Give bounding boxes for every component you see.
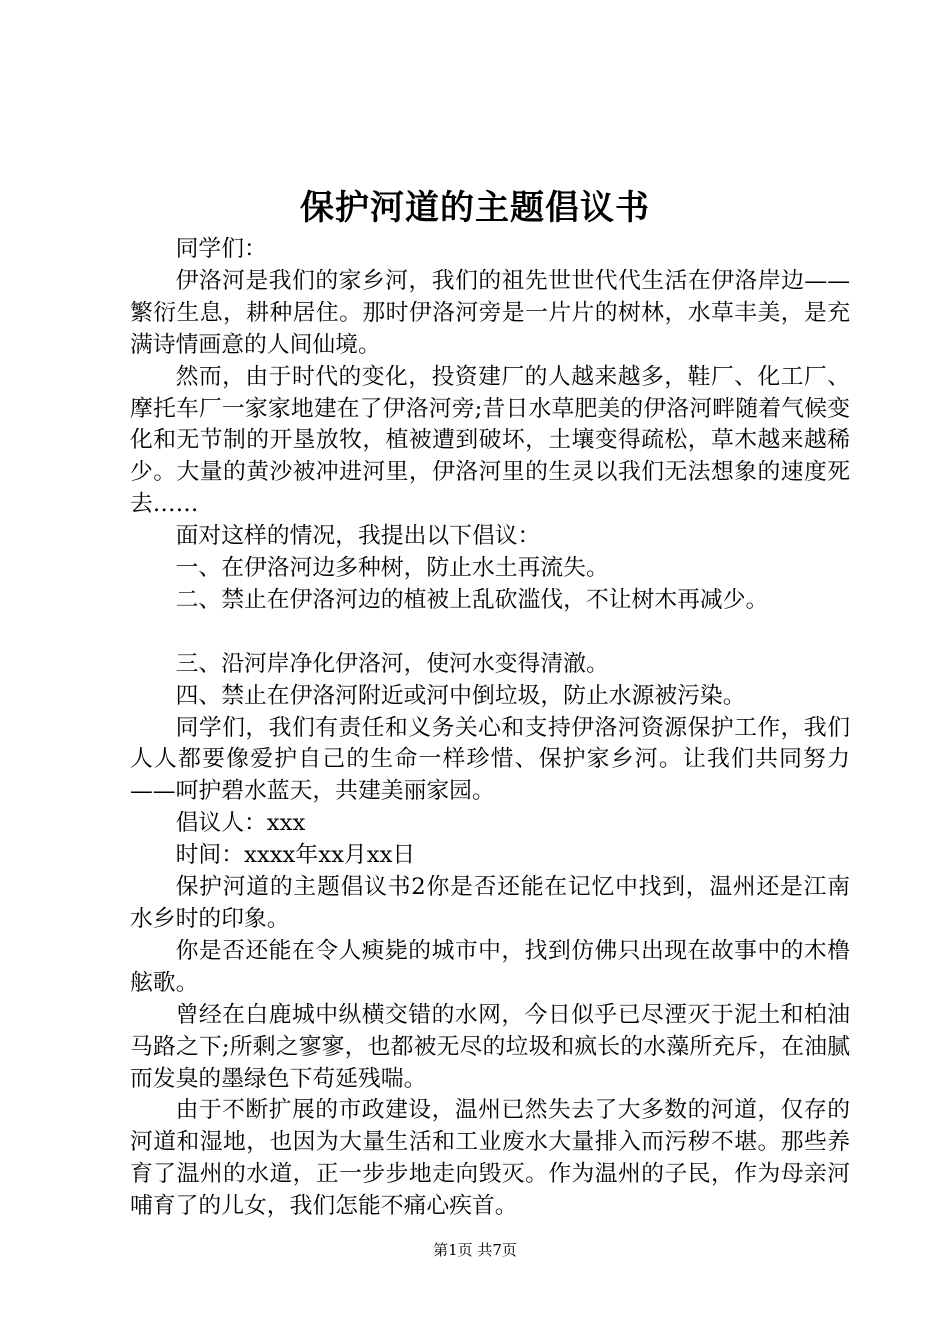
paragraph: 你是否还能在令人瘐毙的城市中，找到仿佛只出现在故事中的木橹舷歌。 — [130, 937, 850, 996]
document-title: 保护河道的主题倡议书 — [300, 188, 650, 228]
page-footer: 第1页 共7页 — [433, 1241, 517, 1259]
paragraph: 时间：xxxx年xx月xx日 — [175, 842, 416, 869]
paragraph: 曾经在白鹿城中纵横交错的水网，今日似乎已尽湮灭于泥土和柏油马路之下;所剩之寥寥，也都被无尽的垃圾和疯长的水藻所充斥，在油腻而发臭的墨绿色下苟延残喘。 — [130, 1001, 850, 1092]
paragraph: 伊洛河是我们的家乡河，我们的祖先世世代代生活在伊洛岸边——繁衍生息，耕种居住。那时伊洛河旁是一片片的树林，水草丰美，是充满诗情画意的人间仙境。 — [130, 267, 850, 358]
paragraph: 四、禁止在伊洛河附近或河中倒垃圾，防止水源被污染。 — [175, 682, 746, 709]
paragraph: 二、禁止在伊洛河边的植被上乱砍滥伐，不让树木再减少。 — [175, 586, 769, 613]
paragraph: 保护河道的主题倡议书2你是否还能在记忆中找到，温州还是江南水乡时的印象。 — [130, 874, 850, 933]
paragraph: 然而，由于时代的变化，投资建厂的人越来越多，鞋厂、化工厂、摩托车厂一家家地建在了伊洛河旁;昔日水草肥美的伊洛河畔随着气候变化和无节制的开垦放牧，植被遭到破坏，土壤变得疏松，草木越来越稀少。大量的黄沙被冲进河里，伊洛河里的生灵以我们无法想象的速度死去…… — [130, 363, 850, 518]
paragraph: 同学们： — [175, 236, 267, 262]
paragraph: 同学们，我们有责任和义务关心和支持伊洛河资源保护工作，我们人人都要像爱护自己的生命一样珍惜、保护家乡河。让我们共同努力——呵护碧水蓝天，共建美丽家园。 — [130, 714, 850, 805]
paragraph: 一、在伊洛河边多种树，防止水土再流失。 — [175, 555, 609, 582]
paragraph: 倡议人：xxx — [175, 810, 306, 837]
paragraph: 三、沿河岸净化伊洛河，使河水变得清澈。 — [175, 650, 609, 677]
paragraph: 面对这样的情况，我提出以下倡议： — [175, 523, 541, 550]
blank-line — [130, 617, 850, 649]
document-body — [130, 234, 850, 1223]
paragraph: 由于不断扩展的市政建设，温州已然失去了大多数的河道，仅存的河道和湿地，也因为大量生活和工业废水大量排入而污秽不堪。那些养育了温州的水道，正一步步地走向毁灭。作为温州的子民，作为母亲河哺育了的儿女，我们怎能不痛心疾首。 — [130, 1097, 850, 1220]
